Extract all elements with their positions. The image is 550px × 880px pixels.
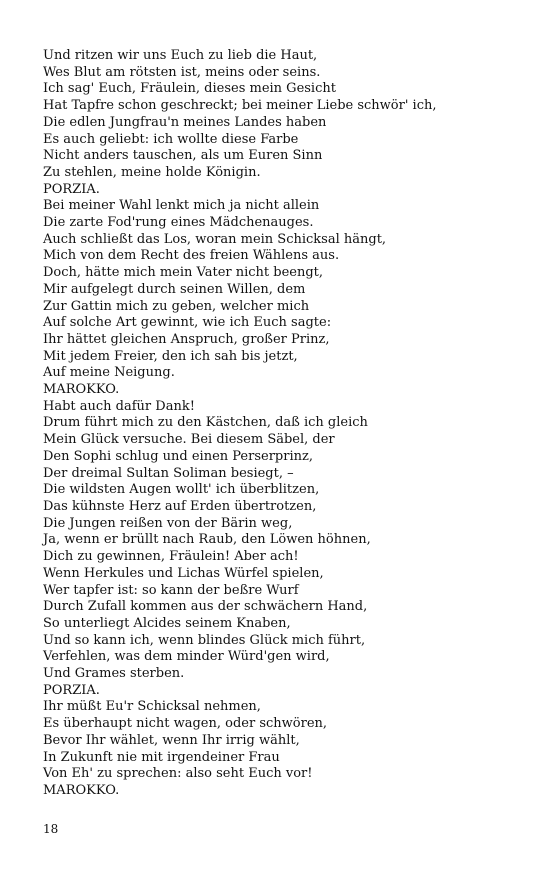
text-line: Ihr müßt Eu'r Schicksal nehmen, (43, 699, 261, 715)
text-line: Mir aufgelegt durch seinen Willen, dem (43, 281, 306, 297)
text-line: Mit jedem Freier, den ich sah bis jetzt, (43, 348, 298, 364)
text-line: Wes Blut am rötsten ist, meins oder seins. (43, 64, 321, 80)
text-line: Wenn Herkules und Lichas Würfel spielen, (43, 565, 324, 581)
text-line: Durch Zufall kommen aus der schwächern Hand, (43, 599, 368, 615)
text-line: Doch, hätte mich mein Vater nicht beengt, (43, 265, 324, 281)
text-line: Verfehlen, was dem minder Würd'gen wird, (43, 649, 330, 665)
text-line: Den Sophi schlug und einen Perserprinz, (43, 448, 313, 464)
text-line: Mich von dem Recht des freien Wählens aus. (43, 248, 340, 264)
text-line: Die zarte Fod'rung eines Mädchenauges. (43, 215, 314, 231)
text-line: In Zukunft nie mit irgendeiner Frau (43, 749, 280, 765)
text-line: Es auch geliebt: ich wollte diese Farbe (43, 131, 299, 147)
text-line: Die Jungen reißen von der Bärin weg, (43, 515, 293, 531)
text-line: Drum führt mich zu den Kästchen, daß ich gleich (43, 415, 368, 431)
text-line: Und Grames sterben. (43, 666, 185, 682)
text-line: Bevor Ihr wählet, wenn Ihr irrig wählt, (43, 732, 300, 748)
text-line: Auch schließt das Los, woran mein Schicksal hängt, (43, 231, 387, 247)
text-line: Und ritzen wir uns Euch zu lieb die Haut, (43, 48, 318, 63)
speaker-name: PORZIA. (43, 181, 100, 197)
text-line: Das kühnste Herz auf Erden übertrotzen, (43, 498, 317, 514)
text-line: Die wildsten Augen wollt' ich überblitzen, (43, 482, 320, 498)
text-line: Zu stehlen, meine holde Königin. (43, 164, 261, 180)
text-line: Ich sag' Euch, Fräulein, dieses mein Gesicht (43, 81, 336, 97)
text-line: Und so kann ich, wenn blindes Glück mich führt, (43, 632, 366, 648)
text-line: Bei meiner Wahl lenkt mich ja nicht allein (43, 198, 320, 214)
speaker-name: MAROKKO. (43, 382, 120, 398)
text-line: Zur Gattin mich zu geben, welcher mich (43, 298, 310, 314)
text-line: Wer tapfer ist: so kann der beßre Wurf (43, 582, 299, 598)
text-line: Der dreimal Sultan Soliman besiegt, – (43, 465, 294, 481)
speaker-name: MAROKKO. (43, 782, 120, 798)
speaker-name: PORZIA. (43, 682, 100, 698)
text-line: Die edlen Jungfrau'n meines Landes haben (43, 114, 327, 130)
text-line: Es überhaupt nicht wagen, oder schwören, (43, 716, 328, 732)
text-line: Auf solche Art gewinnt, wie ich Euch sagte: (43, 315, 332, 331)
text-line: Von Eh' zu sprechen: also seht Euch vor! (43, 766, 313, 782)
page-number: 18 (43, 822, 59, 836)
play-text (43, 48, 523, 800)
text-line: Ja, wenn er brüllt nach Raub, den Löwen höhnen, (43, 532, 371, 548)
text-line: Mein Glück versuche. Bei diesem Säbel, der (43, 432, 335, 448)
text-line: Hat Tapfre schon geschreckt; bei meiner Liebe schwör' ich, (43, 98, 437, 114)
text-line: Auf meine Neigung. (43, 365, 175, 381)
text-line: Habt auch dafür Dank! (43, 398, 195, 414)
text-line: Nicht anders tauschen, als um Euren Sinn (43, 148, 323, 164)
text-line: Ihr hättet gleichen Anspruch, großer Prinz, (43, 331, 330, 347)
text-line: So unterliegt Alcides seinem Knaben, (43, 615, 291, 631)
text-line: Dich zu gewinnen, Fräulein! Aber ach! (43, 549, 299, 565)
